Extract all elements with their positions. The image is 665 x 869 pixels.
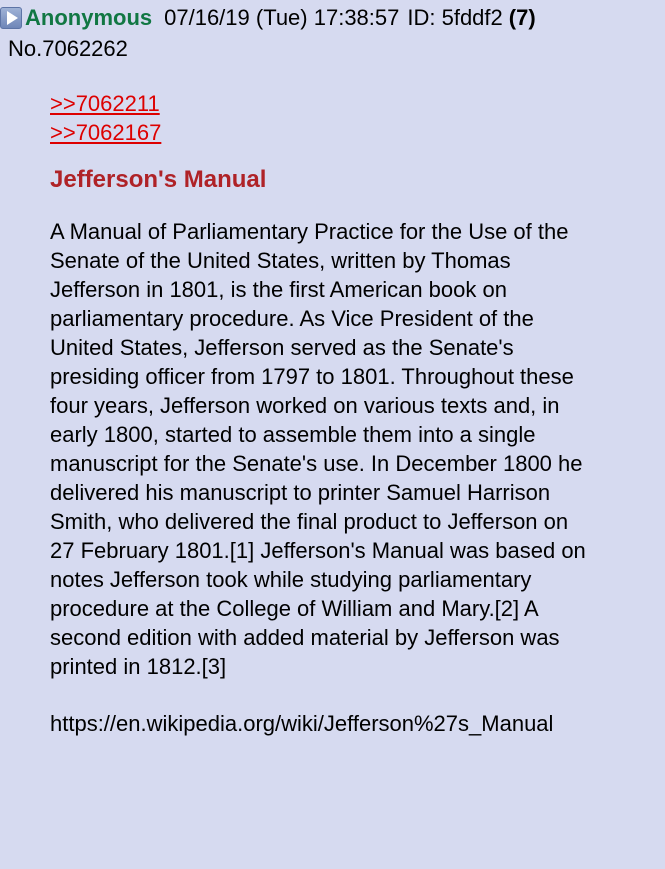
article-title: Jefferson's Manual	[50, 166, 267, 193]
post-count: (7)	[508, 5, 536, 30]
play-icon[interactable]	[0, 7, 22, 29]
poster-name: Anonymous	[25, 5, 153, 30]
post-header	[0, 3, 536, 33]
quote-link[interactable]: >>7062167	[50, 120, 162, 145]
quote-link[interactable]: >>7062211	[50, 91, 160, 116]
post-number[interactable]: No.7062262	[8, 36, 128, 61]
article-body: A Manual of Parliamentary Practice for the Use of the Senate of the United States, written by Thomas Jefferson in 1801, is the first American book on parliamentary procedure. As Vice President of the United States, Jefferson served as the Senate's presiding officer from 1797 to 1801. Throughout these four years, Jefferson worked on various texts and, in early 1800, started to assemble them into a single manuscript for the Senate's use. In December 1800 he delivered his manuscript to printer Samuel Harrison Smith, who delivered the final product to Jefferson on 27 February 1801.[1] Jefferson's Manual was based on notes Jefferson took while studying parliamentary procedure at the College of William and Mary.[2] A second edition with added material by Jefferson was printed in 1812.[3]	[50, 219, 586, 679]
post-content	[50, 89, 650, 738]
poster-id[interactable]: ID: 5fddf2	[407, 5, 503, 30]
wikipedia-link: https://en.wikipedia.org/wiki/Jefferson%27s_Manual	[50, 711, 554, 736]
post-datetime: 07/16/19 (Tue) 17:38:57	[164, 5, 400, 30]
